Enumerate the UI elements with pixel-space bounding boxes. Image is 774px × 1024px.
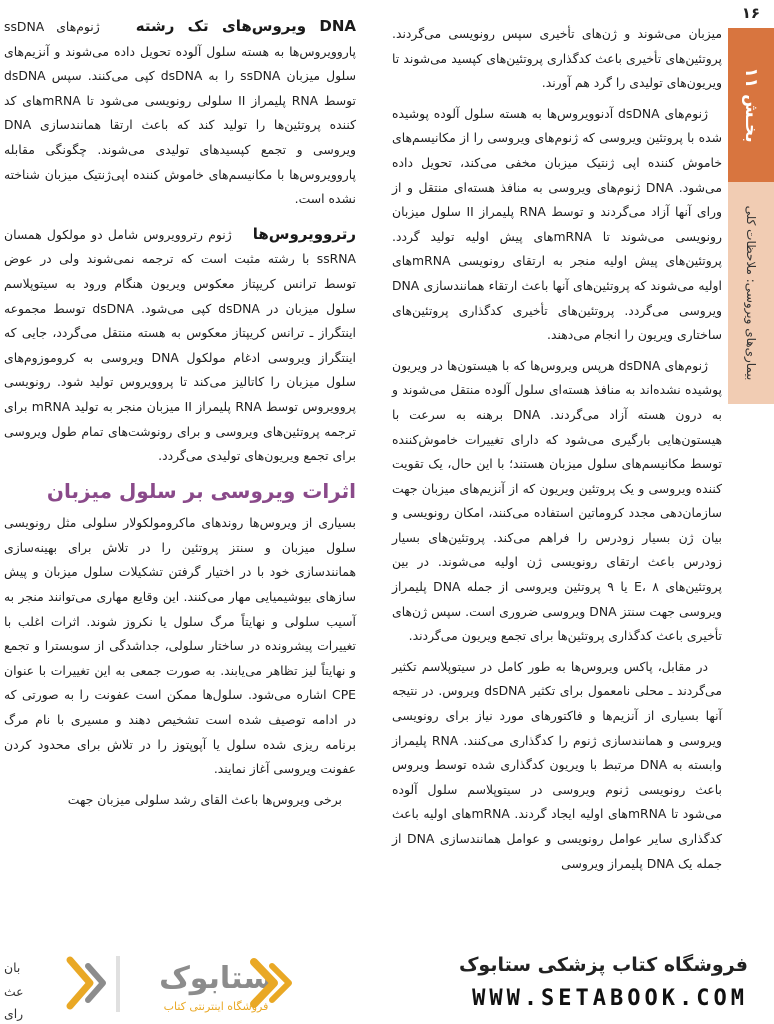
right-column [392,22,722,882]
left-column [4,14,356,818]
retrovirus-heading: رتروویروس‌ها [252,224,356,243]
setabook-logo [58,946,308,1020]
topic-tab [728,182,774,404]
ss-dna-heading: DNA ویروس‌های تک رشته [135,17,356,35]
cutoff-line: برخی ویروس‌ها باعث القای رشد سلولی میزبان جهت [67,791,342,807]
logo-wordmark: ستابوک [159,961,273,996]
ss-dna-body: ژنوم‌های ssDNA پاروویروس‌ها به هسته سلول آلوده تحویل داده می‌شوند و آنزیم‌های سلول میزبان ssDNA را به dsDNA کپی می‌کنند. سپس dsDNA توسط RNA پلیمراز II سلولی رونویسی می‌شود تا mRNAهای کد کننده پروتئین‌ها را تولید کند که باعث ارتقا همانندسازی DNA ویروسی و تجمع کپسیدهای تولیدی می‌شوند. چگونگی مقابله پاروویروس‌ها با مکانیسم‌های خاموش کننده اپی‌ژنتیک میزبان شناخته نشده است. [4,19,356,207]
retrovirus-section [4,222,356,469]
chapter-tab-label: بخـش ۱۱ [741,67,761,143]
store-name: فروشگاه کتاب پزشکی ستابوک [458,954,748,976]
store-url[interactable]: WWW.SETABOOK.COM [472,986,748,1011]
cut-text-fragment: رای [4,1006,24,1021]
paragraph: ژنوم‌های dsDNA هرپس ویروس‌ها که با هیستون‌ها در ویریون پوشیده نشده‌اند به منافذ هسته‌ای سلول آلوده منتقل می‌شوند و به درون هسته آزاد می‌گردند. DNA برهنه به سرعت با هیستون‌هایی بارگیری می‌شود که دارای تغییرات خاموش‌کننده توسط مکانیسم‌های سلول میزبان هستند؛ با این حال، یک تقویت کننده ویروسی و یک پروتئین ویریون که از آنزیم‌های میزبان جهت سازمان‌دهی مجدد کروماتین استفاده می‌کنند، امکان رونویسی و بیان ژن بسیار زودرس را فراهم می‌کند. پروتئین‌های بسیار زودرس باعث ارتقای رونویسی ژن اولیه می‌شوند. در بین پروتئین‌های E، ۸ یا ۹ پروتئین ویروسی از جمله DNA پلیمراز ویروسی جهت سنتز DNA ویروسی ضروری است. سپس ژن‌های تأخیری باعث کدگذاری پروتئین‌ها برای تجمع ویریون می‌گردند. [392,357,722,644]
ss-dna-section [4,14,356,212]
logo-subtext: فروشگاه اینترنتی کتاب [163,1000,269,1013]
retrovirus-body: ژنوم رتروویروس شامل دو مولکول همسان ssRNA با رشته مثبت است که ترجمه نمی‌شوند ولی در عوض توسط ترانس کریپتاز معکوس ویریون هنگام ورود به سیتوپلاسم سلول میزبان در dsDNA کپی می‌شود. dsDNA توسط مجموعه اینتگراز ـ ترانس کریپتاز معکوس به هسته منتقل می‌گردد، جایی که اینتگراز ویروسی ادغام مولکول DNA ویروسی به کروموزوم‌های سلول میزبان را کاتالیز می‌کند تا پروویروس تولید شود. رونویسی پروویروس توسط RNA پلیمراز II میزبان منجر به تولید mRNA برای ترجمه پروتئین‌های ویروسی و برای رونوشت‌های تمام طول ویروسی برای تجمع ویریون‌های تولیدی می‌گردد. [4,226,356,464]
footer-banner [0,942,774,1024]
paragraph: در مقابل، پاکس ویروس‌ها به طور کامل در سیتوپلاسم تکثیر می‌گردند ـ محلی نامعمول برای تکثیر dsDNA ویروس. در نتیجه آنها بسیاری از آنزیم‌ها و فاکتورهای مورد نیاز برای رونویسی ویروسی و همانندسازی ژنوم را کدگذاری می‌کنند. RNA پلیمراز وابسته به DNA مرتبط با ویریون کدگذاری شده توسط ویروس باعث رونویسی ژنوم ویروسی در سیتوپلاسم سلول آلوده می‌شود تا mRNAهای اولیه ایجاد گردند. mRNAهای اولیه باعث کدگذاری سایر عوامل رونویسی و عوامل همانندسازی DNA از جمله یک DNA پلیمراز ویروسی [392,658,723,871]
section-title: اثرات ویروسی بر سلول میزبان [46,478,356,503]
cut-text-fragment: بان [4,960,21,975]
paragraph: میزبان می‌شوند و ژن‌های تأخیری سپس رونویسی می‌گردند. پروتئین‌های تأخیری باعث کدگذاری پروتئین‌های کپسید می‌شوند تا ویریون‌های تولیدی را گرد هم آورند. [392,26,722,91]
cut-text-fragment: عث [4,984,24,999]
paragraph: ژنوم‌های dsDNA آدنوویروس‌ها به هسته سلول آلوده پوشیده شده با پروتئین ویروسی که ژنوم‌های ویروسی را از مکانیسم‌های خاموش کننده اپی ژنتیک میزبان مخفی می‌کند، تحویل داده می‌شود. DNA ژنوم‌های ویروسی به منافذ هسته‌ای منتقل و از ورای آنها آزاد می‌گردند و توسط RNA پلیمراز II سلول میزبان رونویسی می‌شوند تا mRNAهای پیش اولیه تولید گردد. پروتئین‌های پیش اولیه منجر به ارتقای رونویسی mRNAهای اولیه می‌شوند که پروتئین‌های آنها باعث ارتقاء همانندسازی DNA ویروسی می‌گردد. پروتئین‌های تأخیری کدگذاری پروتئین‌های ساختاری ویریون را انجام می‌دهند. [392,105,723,343]
chapter-tab [728,28,774,182]
section-body: بسیاری از ویروس‌ها روندهای ماکرومولکولار سلولی مثل رونویسی سلول میزبان و سنتز پروتئین را در تلاش برای بهینه‌سازی همانندسازی خود با در اختیار گرفتن تشکیلات سلول میزبان و پیش سازهای بیوشیمیایی مهار می‌کنند. این وقایع مهاری می‌توانند منجر به آسیب سلولی و نهایتاً مرگ سلول یا نکروز شوند. اثرات اغلب با تغییرات پیشرونده در ساختار سلولی، جداشدگی از سوبسترا و تجمع و نهایتاً لیز تظاهر می‌یابند. به صورت جمعی به این تغییرات با عنوان CPE اشاره می‌شود. سلول‌ها ممکن است عفونت را به صورتی که در ادامه توصیف شده است تشخیص دهند و مسیری با نام مرگ برنامه ریزی شده سلول یا آپوپتوز را در تلاش برای محدود کردن عفونت ویروسی آغاز نمایند. [4,515,356,777]
page-number: ۱۶ [741,4,760,22]
scan-fade [0,880,774,950]
topic-tab-label: بیماری‌های ویروسی: ملاحظات کلی [744,205,758,381]
